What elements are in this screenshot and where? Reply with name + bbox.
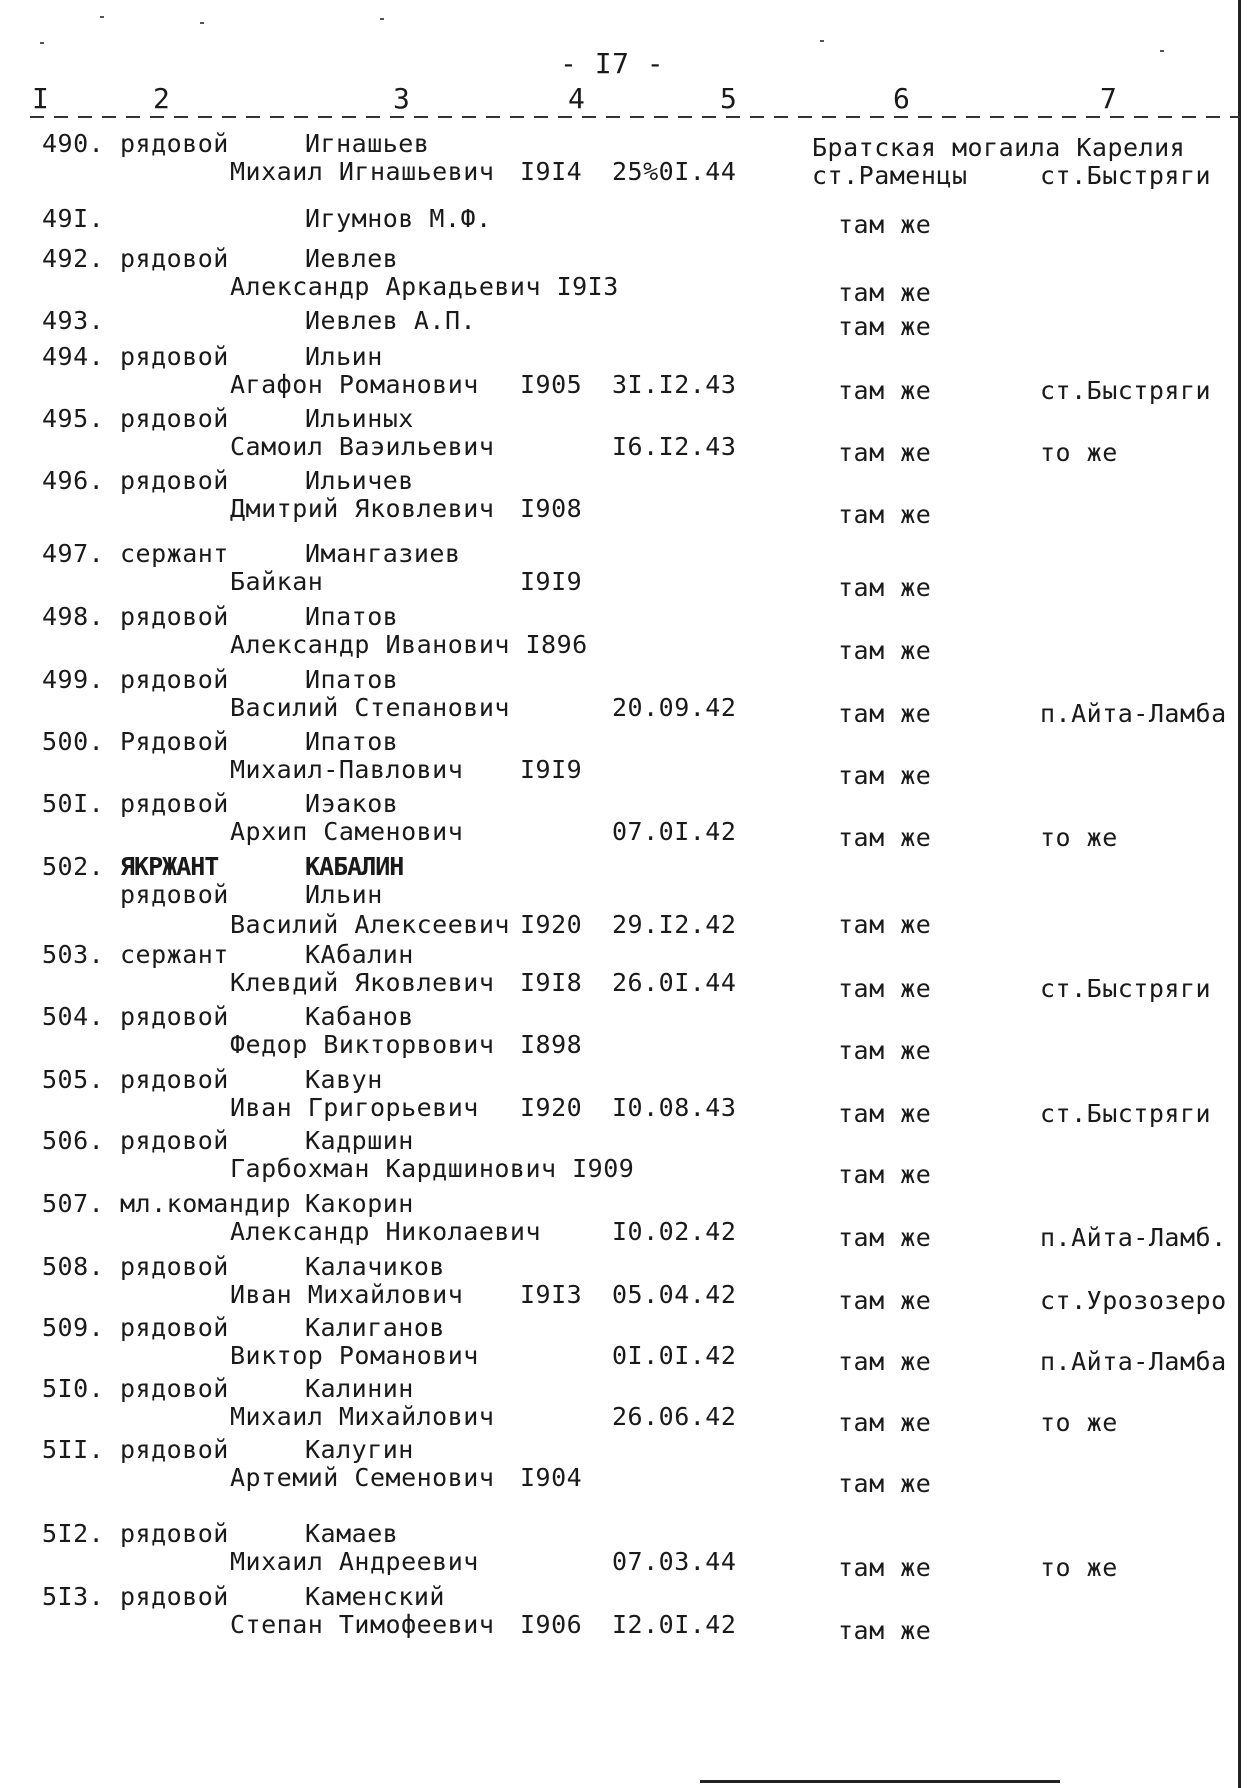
given-name: Клевдий Яковлевич xyxy=(230,968,495,997)
given-name: Архип Саменович xyxy=(230,817,464,846)
entry-number: 499. xyxy=(42,665,105,694)
surname: Какорин xyxy=(305,1189,414,1218)
surname: Ильин xyxy=(305,880,383,909)
entry-number: 494. xyxy=(42,342,105,371)
speck xyxy=(820,40,824,42)
burial-place: там же xyxy=(838,376,932,405)
entry-number: 49I. xyxy=(42,204,105,233)
entry-number: 497. xyxy=(42,539,105,568)
rank: рядовой xyxy=(120,1002,229,1031)
entry-number: 500. xyxy=(42,727,105,756)
birth-year: I920 xyxy=(520,910,583,939)
location: п.Айта-Ламб. xyxy=(1040,1223,1227,1252)
burial-place: там же xyxy=(838,1616,932,1645)
birth-year: I9I9 xyxy=(520,755,583,784)
given-name: Федор Викторвович xyxy=(230,1030,495,1059)
given-name: Михаил Михайлович xyxy=(230,1402,495,1431)
col-header-7: 7 xyxy=(1100,82,1118,115)
surname: Калачиков xyxy=(305,1252,445,1281)
given-name: Степан Тимофеевич xyxy=(230,1610,495,1639)
entry-number: 5I2. xyxy=(42,1519,105,1548)
surname: Ильичев xyxy=(305,466,414,495)
surname: Ипатов xyxy=(305,602,399,631)
burial-place: там же xyxy=(838,278,932,307)
burial-place: там же xyxy=(838,1469,932,1498)
given-name: Михаил Андреевич xyxy=(230,1547,479,1576)
death-date: 0I.0I.42 xyxy=(612,1341,737,1370)
given-name: Василий Алексеевич xyxy=(230,910,510,939)
rank: рядовой xyxy=(120,129,229,158)
burial-place: там же xyxy=(838,500,932,529)
rank: сержант xyxy=(120,539,229,568)
rank: рядовой xyxy=(120,404,229,433)
death-date: I0.02.42 xyxy=(612,1217,737,1246)
birth-year: I905 xyxy=(520,370,583,399)
location: ст.Быстряги xyxy=(1040,974,1212,1003)
rank: рядовой xyxy=(120,342,229,371)
surname: Кавун xyxy=(305,1065,383,1094)
given-name: Гарбохман Кардшинович I909 xyxy=(230,1154,635,1183)
rank: рядовой xyxy=(120,244,229,273)
burial-place: Братская могаила Карелия xyxy=(812,133,1186,162)
birth-year: I904 xyxy=(520,1463,583,1492)
burial-place: там же xyxy=(838,699,932,728)
rank: рядовой xyxy=(120,1313,229,1342)
rank: рядовой xyxy=(120,880,229,909)
rank: Рядовой xyxy=(120,727,229,756)
location: ст.Быстряги xyxy=(1040,161,1212,190)
rank: рядовой xyxy=(120,1065,229,1094)
burial-place: там же xyxy=(838,1160,932,1189)
rank: рядовой xyxy=(120,1435,229,1464)
given-name: Михаил-Павлович xyxy=(230,755,464,784)
rank: рядовой xyxy=(120,1126,229,1155)
col-header-3: 3 xyxy=(393,82,411,115)
entry-number: 503. xyxy=(42,940,105,969)
surname: Камаев xyxy=(305,1519,399,1548)
struck-rank: ЯКРЖАНТ xyxy=(120,852,219,881)
death-date: I2.0I.42 xyxy=(612,1610,737,1639)
entry-number: 496. xyxy=(42,466,105,495)
given-name: Александр Аркадьевич I9I3 xyxy=(230,272,619,301)
surname: Калинин xyxy=(305,1374,414,1403)
surname: Каменский xyxy=(305,1582,445,1611)
burial-place: там же xyxy=(838,1553,932,1582)
burial-place: там же xyxy=(838,1099,932,1128)
birth-year: I9I9 xyxy=(520,567,583,596)
birth-year: I9I8 xyxy=(520,968,583,997)
death-date: 29.I2.42 xyxy=(612,910,737,939)
burial-place: там же xyxy=(838,974,932,1003)
entry-number: 506. xyxy=(42,1126,105,1155)
burial-place: там же xyxy=(838,312,932,341)
rank: рядовой xyxy=(120,1582,229,1611)
struck-surname: КАБАЛИН xyxy=(305,852,404,881)
speck xyxy=(1160,50,1164,52)
rank: рядовой xyxy=(120,1519,229,1548)
entry-number: 495. xyxy=(42,404,105,433)
burial-place: там же xyxy=(838,636,932,665)
surname: Ильиных xyxy=(305,404,414,433)
death-date: 07.03.44 xyxy=(612,1547,737,1576)
death-date: I6.I2.43 xyxy=(612,432,737,461)
burial-place: там же xyxy=(838,823,932,852)
entry-number: 498. xyxy=(42,602,105,631)
entry-number: 508. xyxy=(42,1252,105,1281)
given-name: Иван Михайлович xyxy=(230,1280,464,1309)
speck xyxy=(200,22,204,24)
right-border-line xyxy=(1238,0,1241,1788)
surname: Ильин xyxy=(305,342,383,371)
burial-place: там же xyxy=(838,1347,932,1376)
surname: КАбалин xyxy=(305,940,414,969)
surname: Ипатов xyxy=(305,727,399,756)
surname: Иэаков xyxy=(305,789,399,818)
birth-year: I920 xyxy=(520,1093,583,1122)
rank: рядовой xyxy=(120,1252,229,1281)
rank: мл.командир xyxy=(120,1189,292,1218)
entry-number: 509. xyxy=(42,1313,105,1342)
given-name: Байкан xyxy=(230,567,324,596)
bottom-edge-line xyxy=(700,1780,1060,1783)
given-name: Александр Иванович I896 xyxy=(230,630,588,659)
birth-year: I908 xyxy=(520,494,583,523)
given-name: Агафон Романович xyxy=(230,370,479,399)
entry-number: 5I3. xyxy=(42,1582,105,1611)
burial-place: там же xyxy=(838,1408,932,1437)
death-date: 05.04.42 xyxy=(612,1280,737,1309)
burial-place: там же xyxy=(838,1223,932,1252)
location: то же xyxy=(1040,1408,1118,1437)
surname: Кадршин xyxy=(305,1126,414,1155)
location: то же xyxy=(1040,438,1118,467)
surname: Кабанов xyxy=(305,1002,414,1031)
surname: Игнашьев xyxy=(305,129,430,158)
col-header-1: I xyxy=(32,82,50,115)
location: п.Айта-Ламба xyxy=(1040,699,1227,728)
surname: Игумнов М.Ф. xyxy=(305,204,492,233)
location: то же xyxy=(1040,1553,1118,1582)
speck xyxy=(40,42,44,44)
burial-place: там же xyxy=(838,438,932,467)
entry-number: 493. xyxy=(42,306,105,335)
col-header-6: 6 xyxy=(893,82,911,115)
death-date: 07.0I.42 xyxy=(612,817,737,846)
surname: Иевлев А.П. xyxy=(305,306,477,335)
surname: Калугин xyxy=(305,1435,414,1464)
given-name: Виктор Романович xyxy=(230,1341,479,1370)
given-name: Александр Николаевич xyxy=(230,1217,542,1246)
surname: Иевлев xyxy=(305,244,399,273)
entry-number: 504. xyxy=(42,1002,105,1031)
speck xyxy=(380,18,384,20)
rank: рядовой xyxy=(120,1374,229,1403)
death-date: 26.06.42 xyxy=(612,1402,737,1431)
col-header-4: 4 xyxy=(568,82,586,115)
page-number: - I7 - xyxy=(560,47,665,80)
death-date: 20.09.42 xyxy=(612,693,737,722)
entry-number: 50I. xyxy=(42,789,105,818)
surname: Ипатов xyxy=(305,665,399,694)
burial-place: там же xyxy=(838,910,932,939)
rank: рядовой xyxy=(120,789,229,818)
location: ст.Урозозеро xyxy=(1040,1286,1227,1315)
header-dashed-rule xyxy=(30,116,1240,118)
given-name: Самоил Ваэильевич xyxy=(230,432,495,461)
given-name: Иван Григорьевич xyxy=(230,1093,479,1122)
entry-number: 502. xyxy=(42,852,105,881)
rank: рядовой xyxy=(120,665,229,694)
speck xyxy=(100,16,104,18)
burial-place-2: ст.Раменцы xyxy=(812,161,968,190)
burial-place: там же xyxy=(838,761,932,790)
birth-year: I898 xyxy=(520,1030,583,1059)
birth-year: I9I3 xyxy=(520,1280,583,1309)
entry-number: 492. xyxy=(42,244,105,273)
location: то же xyxy=(1040,823,1118,852)
surname: Калиганов xyxy=(305,1313,445,1342)
burial-place: там же xyxy=(838,1286,932,1315)
birth-year: I9I4 xyxy=(520,157,583,186)
death-date: 25%0I.44 xyxy=(612,157,737,186)
given-name: Артемий Семенович xyxy=(230,1463,495,1492)
entry-number: 505. xyxy=(42,1065,105,1094)
rank: рядовой xyxy=(120,466,229,495)
burial-place: там же xyxy=(838,210,932,239)
death-date: 26.0I.44 xyxy=(612,968,737,997)
rank: рядовой xyxy=(120,602,229,631)
surname: Имангазиев xyxy=(305,539,461,568)
entry-number: 5II. xyxy=(42,1435,105,1464)
birth-year: I906 xyxy=(520,1610,583,1639)
burial-place: там же xyxy=(838,573,932,602)
death-date: I0.08.43 xyxy=(612,1093,737,1122)
entry-number: 507. xyxy=(42,1189,105,1218)
location: п.Айта-Ламба xyxy=(1040,1347,1227,1376)
location: ст.Быстряги xyxy=(1040,1099,1212,1128)
given-name: Василий Степанович xyxy=(230,693,510,722)
location: ст.Быстряги xyxy=(1040,376,1212,405)
given-name: Дмитрий Яковлевич xyxy=(230,494,495,523)
death-date: 3I.I2.43 xyxy=(612,370,737,399)
given-name: Михаил Игнашьевич xyxy=(230,157,495,186)
col-header-2: 2 xyxy=(153,82,171,115)
rank: сержант xyxy=(120,940,229,969)
burial-place: там же xyxy=(838,1036,932,1065)
col-header-5: 5 xyxy=(720,82,738,115)
entry-number: 5I0. xyxy=(42,1374,105,1403)
entry-number: 490. xyxy=(42,129,105,158)
